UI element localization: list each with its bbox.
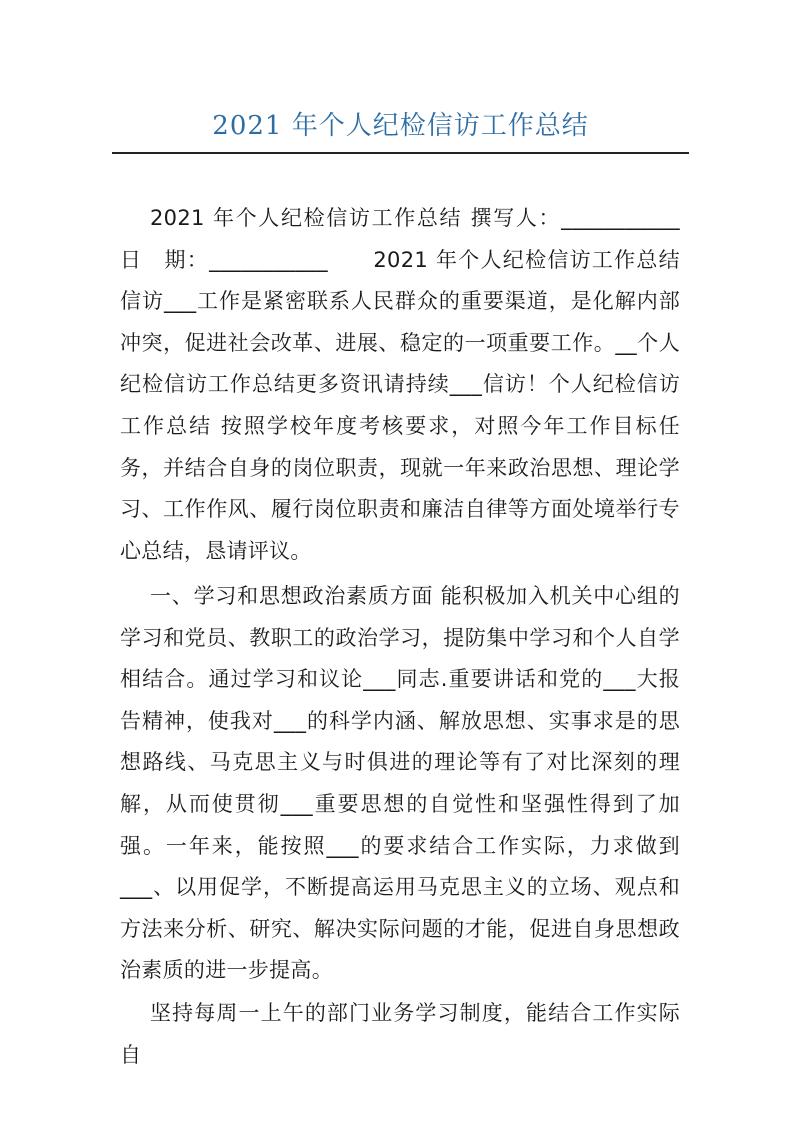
paragraph-weekly: 坚持每周一上午的部门业务学习制度，能结合工作实际自 (120, 1001, 680, 1067)
paragraph-block-3 (120, 993, 680, 1076)
paragraph-block-1 (120, 198, 680, 572)
document-title: 2021 年个人纪检信访工作总结 (212, 111, 589, 141)
title-divider (112, 152, 689, 154)
paragraph-study: 一、学习和思想政治素质方面 能积极加入机关中心组的学习和党员、教职工的政治学习，提防集中学习和个人自学相结合。通过学习和议论___同志.重要讲话和党的___大报告精神，使我对___的科学内涵、解放思想、实事求是的思想路线、马克思主义与时俱进的理论等有了对比深刻的理解，从而使贯彻___重要思想的自觉性和坚强性得到了加强。一年来，能按照___的要求结合工作实际，力求做到___、以用促学，不断提高运用马克思主义的立场、观点和方法来分析、研究、解决实际问题的才能，促进自身思想政治素质的进一步提高。 (120, 584, 680, 983)
paragraph-block-2 (120, 576, 680, 992)
paragraph-intro: 2021 年个人纪检信访工作总结 撰写人：___________ 日 期：___________ 2021 年个人纪检信访工作总结信访___工作是紧密联系人民群众的重要渠道，是化解内部冲突，促进社会改革、进展、稳定的一项重要工作。__个人纪检信访工作总结更多资讯请持续___信访！个人纪检信访工作总结 按照学校年度考核要求，对照今年工作目标任务，并结合自身的岗位职责，现就一年来政治思想、理论学习、工作作风、履行岗位职责和廉洁自律等方面处境举行专心总结，恳请评议。 (120, 206, 680, 563)
